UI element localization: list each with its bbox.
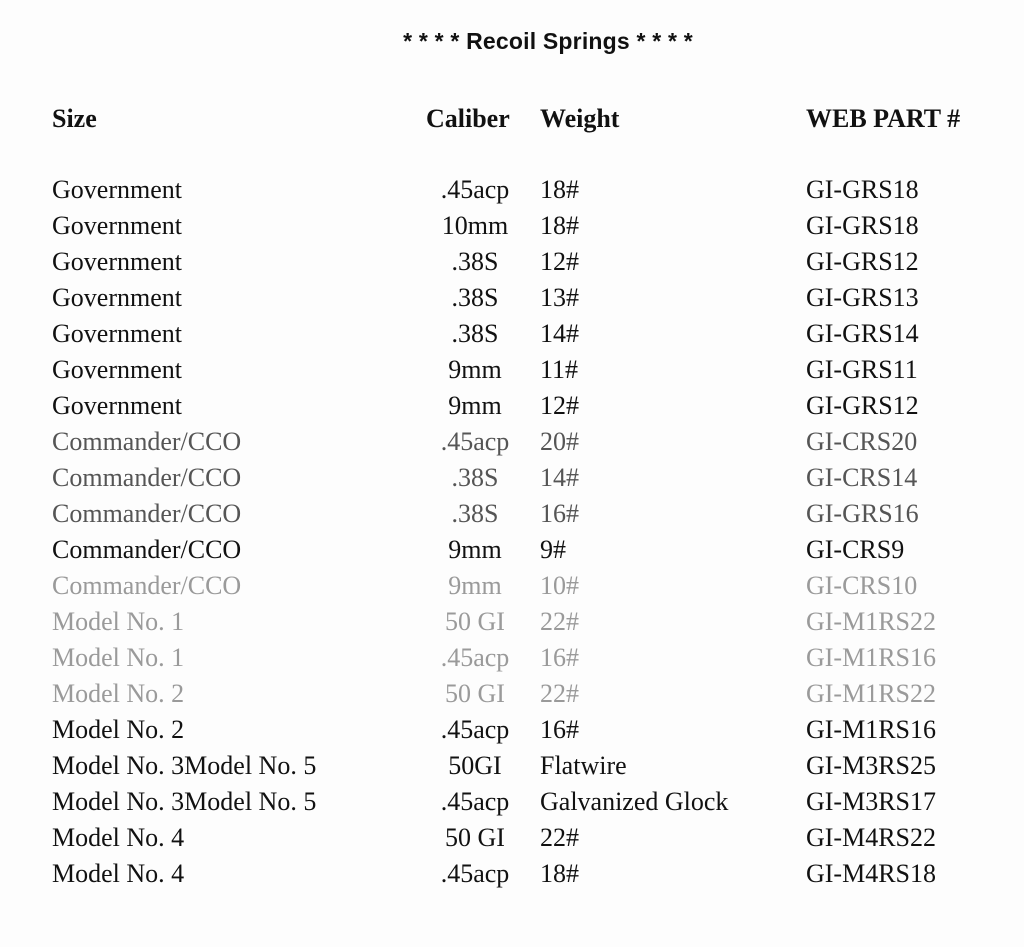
cell-caliber: 50GI [448,751,502,780]
table-row [0,172,1024,208]
cell-caliber: .45acp [440,427,510,456]
cell-weight: 18# [540,859,579,888]
cell-size: Model No. 2 [52,715,185,744]
cell-caliber: .45acp [440,787,510,816]
table-row [0,748,1024,784]
table-header [0,104,1024,136]
cell-size: Model No. 2 [52,679,185,708]
table-row [0,280,1024,316]
table-row [0,604,1024,640]
cell-caliber: 50 GI [445,679,505,708]
table-row [0,532,1024,568]
cell-weight: 20# [540,427,579,456]
table-row [0,244,1024,280]
header-weight: Weight [540,104,620,133]
cell-part-number: GI-GRS16 [806,499,919,528]
cell-part-number: GI-M1RS16 [806,715,937,744]
cell-caliber: .45acp [440,643,510,672]
cell-weight: 9# [540,535,566,564]
cell-size: Government [52,247,182,276]
cell-size: Model No. 1 [52,643,185,672]
header-size: Size [52,104,97,133]
cell-weight: 22# [540,679,579,708]
cell-size: Model No. 4 [52,859,185,888]
cell-size: Commander/CCO [52,499,242,528]
cell-part-number: GI-GRS13 [806,283,919,312]
table-row [0,388,1024,424]
cell-part-number: GI-M1RS22 [806,607,937,636]
page-title: * * * * Recoil Springs * * * * [403,28,693,54]
cell-weight: Galvanized Glock [540,787,729,816]
table-row [0,424,1024,460]
table-row [0,820,1024,856]
cell-part-number: GI-M3RS25 [806,751,937,780]
header-part-number: WEB PART # [806,104,961,133]
cell-part-number: GI-GRS11 [806,355,918,384]
cell-weight: 18# [540,211,579,240]
cell-weight: 14# [540,463,579,492]
cell-weight: Flatwire [540,751,627,780]
cell-part-number: GI-M4RS18 [806,859,937,888]
table-row [0,496,1024,532]
cell-size: Government [52,175,182,204]
cell-caliber: .38S [451,319,499,348]
cell-caliber: 50 GI [445,607,505,636]
cell-weight: 16# [540,643,579,672]
cell-part-number: GI-GRS18 [806,211,919,240]
cell-caliber: 9mm [448,571,502,600]
cell-caliber: .45acp [440,175,510,204]
cell-weight: 16# [540,499,579,528]
table-row [0,856,1024,892]
table-row [0,568,1024,604]
cell-caliber: 9mm [448,355,502,384]
cell-caliber: .38S [451,283,499,312]
table-row [0,712,1024,748]
cell-part-number: GI-M3RS17 [806,787,937,816]
cell-size: Government [52,283,182,312]
cell-size: Model No. 1 [52,607,185,636]
cell-part-number: GI-GRS18 [806,175,919,204]
table-row [0,784,1024,820]
cell-weight: 22# [540,823,579,852]
table-body [0,172,1024,892]
cell-size: Commander/CCO [52,571,242,600]
table-row [0,208,1024,244]
header-caliber: Caliber [426,104,510,133]
cell-weight: 16# [540,715,579,744]
cell-caliber: 10mm [441,211,509,240]
table-row [0,640,1024,676]
cell-size: Commander/CCO [52,535,242,564]
cell-size: Government [52,319,182,348]
cell-size: Commander/CCO [52,427,242,456]
cell-weight: 11# [540,355,579,384]
cell-weight: 12# [540,247,579,276]
cell-size: Model No. 4 [52,823,185,852]
cell-size: Model No. 3Model No. 5 [52,751,317,780]
cell-size: Commander/CCO [52,463,242,492]
cell-size: Government [52,355,182,384]
cell-part-number: GI-M1RS16 [806,643,937,672]
table-row [0,676,1024,712]
cell-caliber: 9mm [448,535,502,564]
cell-caliber: .38S [451,247,499,276]
cell-caliber: 50 GI [445,823,505,852]
cell-weight: 10# [540,571,579,600]
cell-part-number: GI-CRS20 [806,427,918,456]
cell-part-number: GI-GRS12 [806,391,919,420]
cell-part-number: GI-CRS9 [806,535,905,564]
cell-size: Model No. 3Model No. 5 [52,787,317,816]
cell-part-number: GI-GRS12 [806,247,919,276]
cell-caliber: .45acp [440,715,510,744]
cell-weight: 12# [540,391,579,420]
cell-weight: 22# [540,607,579,636]
table-row [0,316,1024,352]
cell-part-number: GI-GRS14 [806,319,919,348]
cell-part-number: GI-M1RS22 [806,679,937,708]
cell-caliber: .38S [451,499,499,528]
cell-caliber: 9mm [448,391,502,420]
cell-part-number: GI-CRS14 [806,463,918,492]
cell-part-number: GI-M4RS22 [806,823,937,852]
table-row [0,460,1024,496]
cell-caliber: .38S [451,463,499,492]
cell-caliber: .45acp [440,859,510,888]
cell-weight: 13# [540,283,579,312]
cell-size: Government [52,211,182,240]
cell-weight: 14# [540,319,579,348]
cell-weight: 18# [540,175,579,204]
cell-part-number: GI-CRS10 [806,571,918,600]
cell-size: Government [52,391,182,420]
table-row [0,352,1024,388]
